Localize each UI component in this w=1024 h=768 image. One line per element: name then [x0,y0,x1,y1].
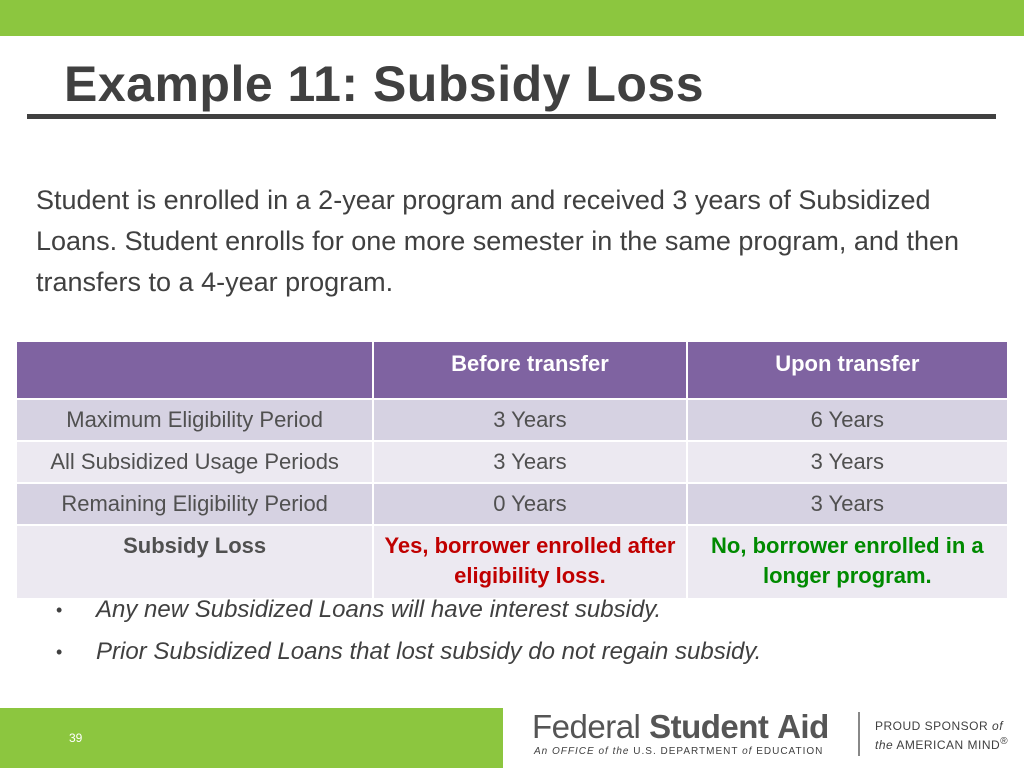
logo-sub-office: An OFFICE [534,746,595,757]
bullet-item [56,636,956,678]
bullet-dot-icon: • [56,642,63,662]
table-row [16,483,1008,525]
logo-wordmark [532,708,829,746]
top-accent-bar [0,0,1024,36]
logo-subtitle [534,746,823,757]
upon-value-loss-no: No, borrower enrolled in a longer program. [687,525,1008,599]
upon-value: 3 Years [687,441,1008,483]
upon-value: 6 Years [687,399,1008,441]
table-header-row [16,341,1008,399]
sponsor-text: PROUD SPONSOR [875,719,989,733]
logo-sub-department: U.S. DEPARTMENT [633,746,739,757]
bullet-text: Prior Subsidized Loans that lost subsidy do not regain subsidy. [96,638,762,665]
logo-sub-education: EDUCATION [756,746,824,757]
table-header-upon-transfer: Upon transfer [687,341,1008,399]
table-header-before-transfer: Before transfer [373,341,686,399]
sponsor-the: the [875,738,894,752]
note-bullet-list [56,594,956,678]
table-row [16,399,1008,441]
subsidy-table [15,340,1009,600]
row-label: Subsidy Loss [16,525,373,599]
page-number: 39 [69,731,83,745]
upon-value: 3 Years [687,483,1008,525]
table-header-empty [16,341,373,399]
before-value-loss-yes: Yes, borrower enrolled after eligibility loss. [373,525,686,599]
title-underline [27,114,996,119]
sponsor-of: of [992,719,1004,733]
logo-divider [858,712,860,756]
bullet-dot-icon: • [56,600,63,620]
before-value: 3 Years [373,441,686,483]
logo-word-student: Student [649,708,769,745]
federal-student-aid-logo [532,708,832,762]
slide-title: Example 11: Subsidy Loss [64,56,705,112]
before-value: 3 Years [373,399,686,441]
logo-word-aid: Aid [777,708,829,745]
table-row-subsidy-loss [16,525,1008,599]
bullet-item [56,594,956,636]
sponsor-line-2 [875,734,1008,753]
sponsor-line-1 [875,719,1008,734]
logo-sub-of: of [742,746,753,757]
registered-mark-icon: ® [1000,736,1009,747]
table-row [16,441,1008,483]
sponsor-tagline [875,719,1008,753]
row-label: All Subsidized Usage Periods [16,441,373,483]
bullet-text: Any new Subsidized Loans will have interest subsidy. [96,596,662,623]
before-value: 0 Years [373,483,686,525]
intro-paragraph: Student is enrolled in a 2-year program and received 3 years of Subsidized Loans. Student enrolls for one more semester in the same program, and then transfers to a 4-year program. [36,185,960,297]
row-label: Maximum Eligibility Period [16,399,373,441]
logo-sub-of-the: of the [598,746,630,757]
logo-word-federal: Federal [532,708,641,745]
row-label: Remaining Eligibility Period [16,483,373,525]
sponsor-american-mind: AMERICAN MIND [896,738,1001,752]
